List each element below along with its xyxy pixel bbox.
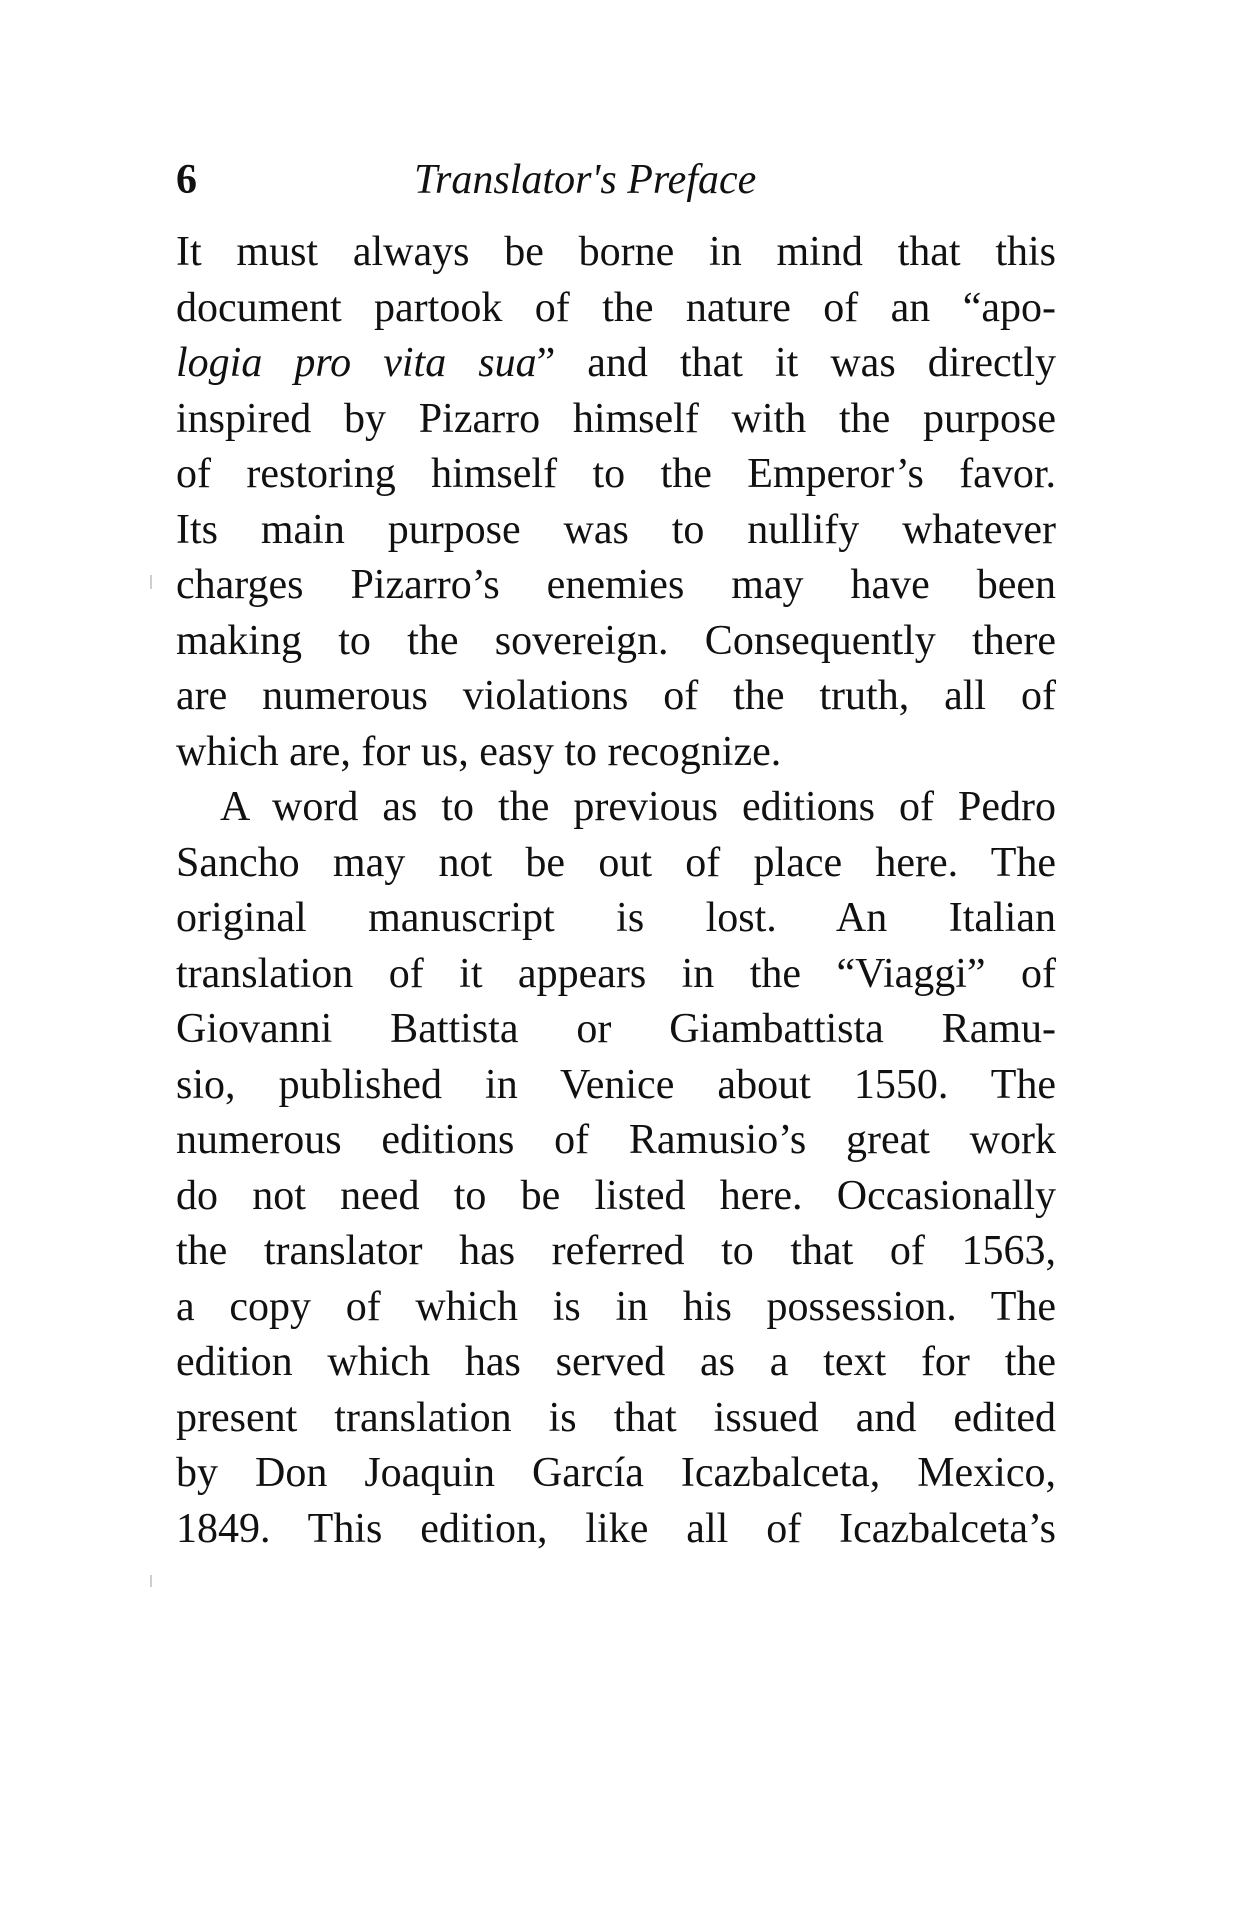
body-text bbox=[176, 225, 1056, 1557]
text-line: making to the sovereign. Consequently there bbox=[176, 617, 1056, 664]
text-line: document partook of the nature of an “apo- bbox=[176, 284, 1056, 331]
paragraph-1 bbox=[176, 225, 1056, 780]
running-head bbox=[176, 150, 1056, 210]
text-line: original manuscript is lost. An Italian bbox=[176, 895, 1056, 941]
text-line: A word as to the previous editions of Pedro bbox=[220, 784, 1056, 830]
text-line: Its main purpose was to nullify whatever bbox=[176, 506, 1056, 553]
text-line: edition which has served as a text for the bbox=[176, 1339, 1056, 1385]
page-header-title: Translator's Preface bbox=[414, 157, 757, 203]
italic-phrase: logia pro vita sua bbox=[176, 340, 537, 386]
scan-margin-mark bbox=[150, 1575, 152, 1587]
text-line: charges Pizarro’s enemies may have been bbox=[176, 562, 1056, 608]
text-line: which are, for us, easy to recognize. bbox=[176, 728, 782, 775]
text-line: inspired by Pizarro himself with the purpose bbox=[176, 395, 1056, 442]
text-line: do not need to be listed here. Occasionally bbox=[176, 1172, 1056, 1219]
scan-margin-mark bbox=[150, 575, 152, 589]
text-line: translation of it appears in the “Viaggi” of bbox=[176, 950, 1056, 997]
text-line: the translator has referred to that of 1563, bbox=[176, 1228, 1056, 1274]
text-line: by Don Joaquin García Icazbalceta, Mexico, bbox=[176, 1450, 1056, 1496]
text-line: 1849. This edition, like all of Icazbalceta’s bbox=[176, 1505, 1056, 1552]
page-number: 6 bbox=[176, 157, 197, 203]
text-line: Sancho may not be out of place here. The bbox=[176, 839, 1056, 886]
text-line: It must always be borne in mind that this bbox=[176, 229, 1056, 275]
paragraph-2 bbox=[176, 780, 1056, 1557]
text-fragment: ” and that it was directly bbox=[536, 340, 1056, 386]
text-line: sio, published in Venice about 1550. The bbox=[176, 1061, 1056, 1108]
text-line: present translation is that issued and edited bbox=[176, 1394, 1056, 1441]
text-line bbox=[176, 336, 1056, 392]
text-line: of restoring himself to the Emperor’s favor. bbox=[176, 451, 1056, 497]
text-line: are numerous violations of the truth, all of bbox=[176, 673, 1056, 719]
text-line: a copy of which is in his possession. The bbox=[176, 1283, 1056, 1330]
text-line: Giovanni Battista or Giambattista Ramu- bbox=[176, 1006, 1056, 1052]
text-line: numerous editions of Ramusio’s great work bbox=[176, 1117, 1056, 1163]
